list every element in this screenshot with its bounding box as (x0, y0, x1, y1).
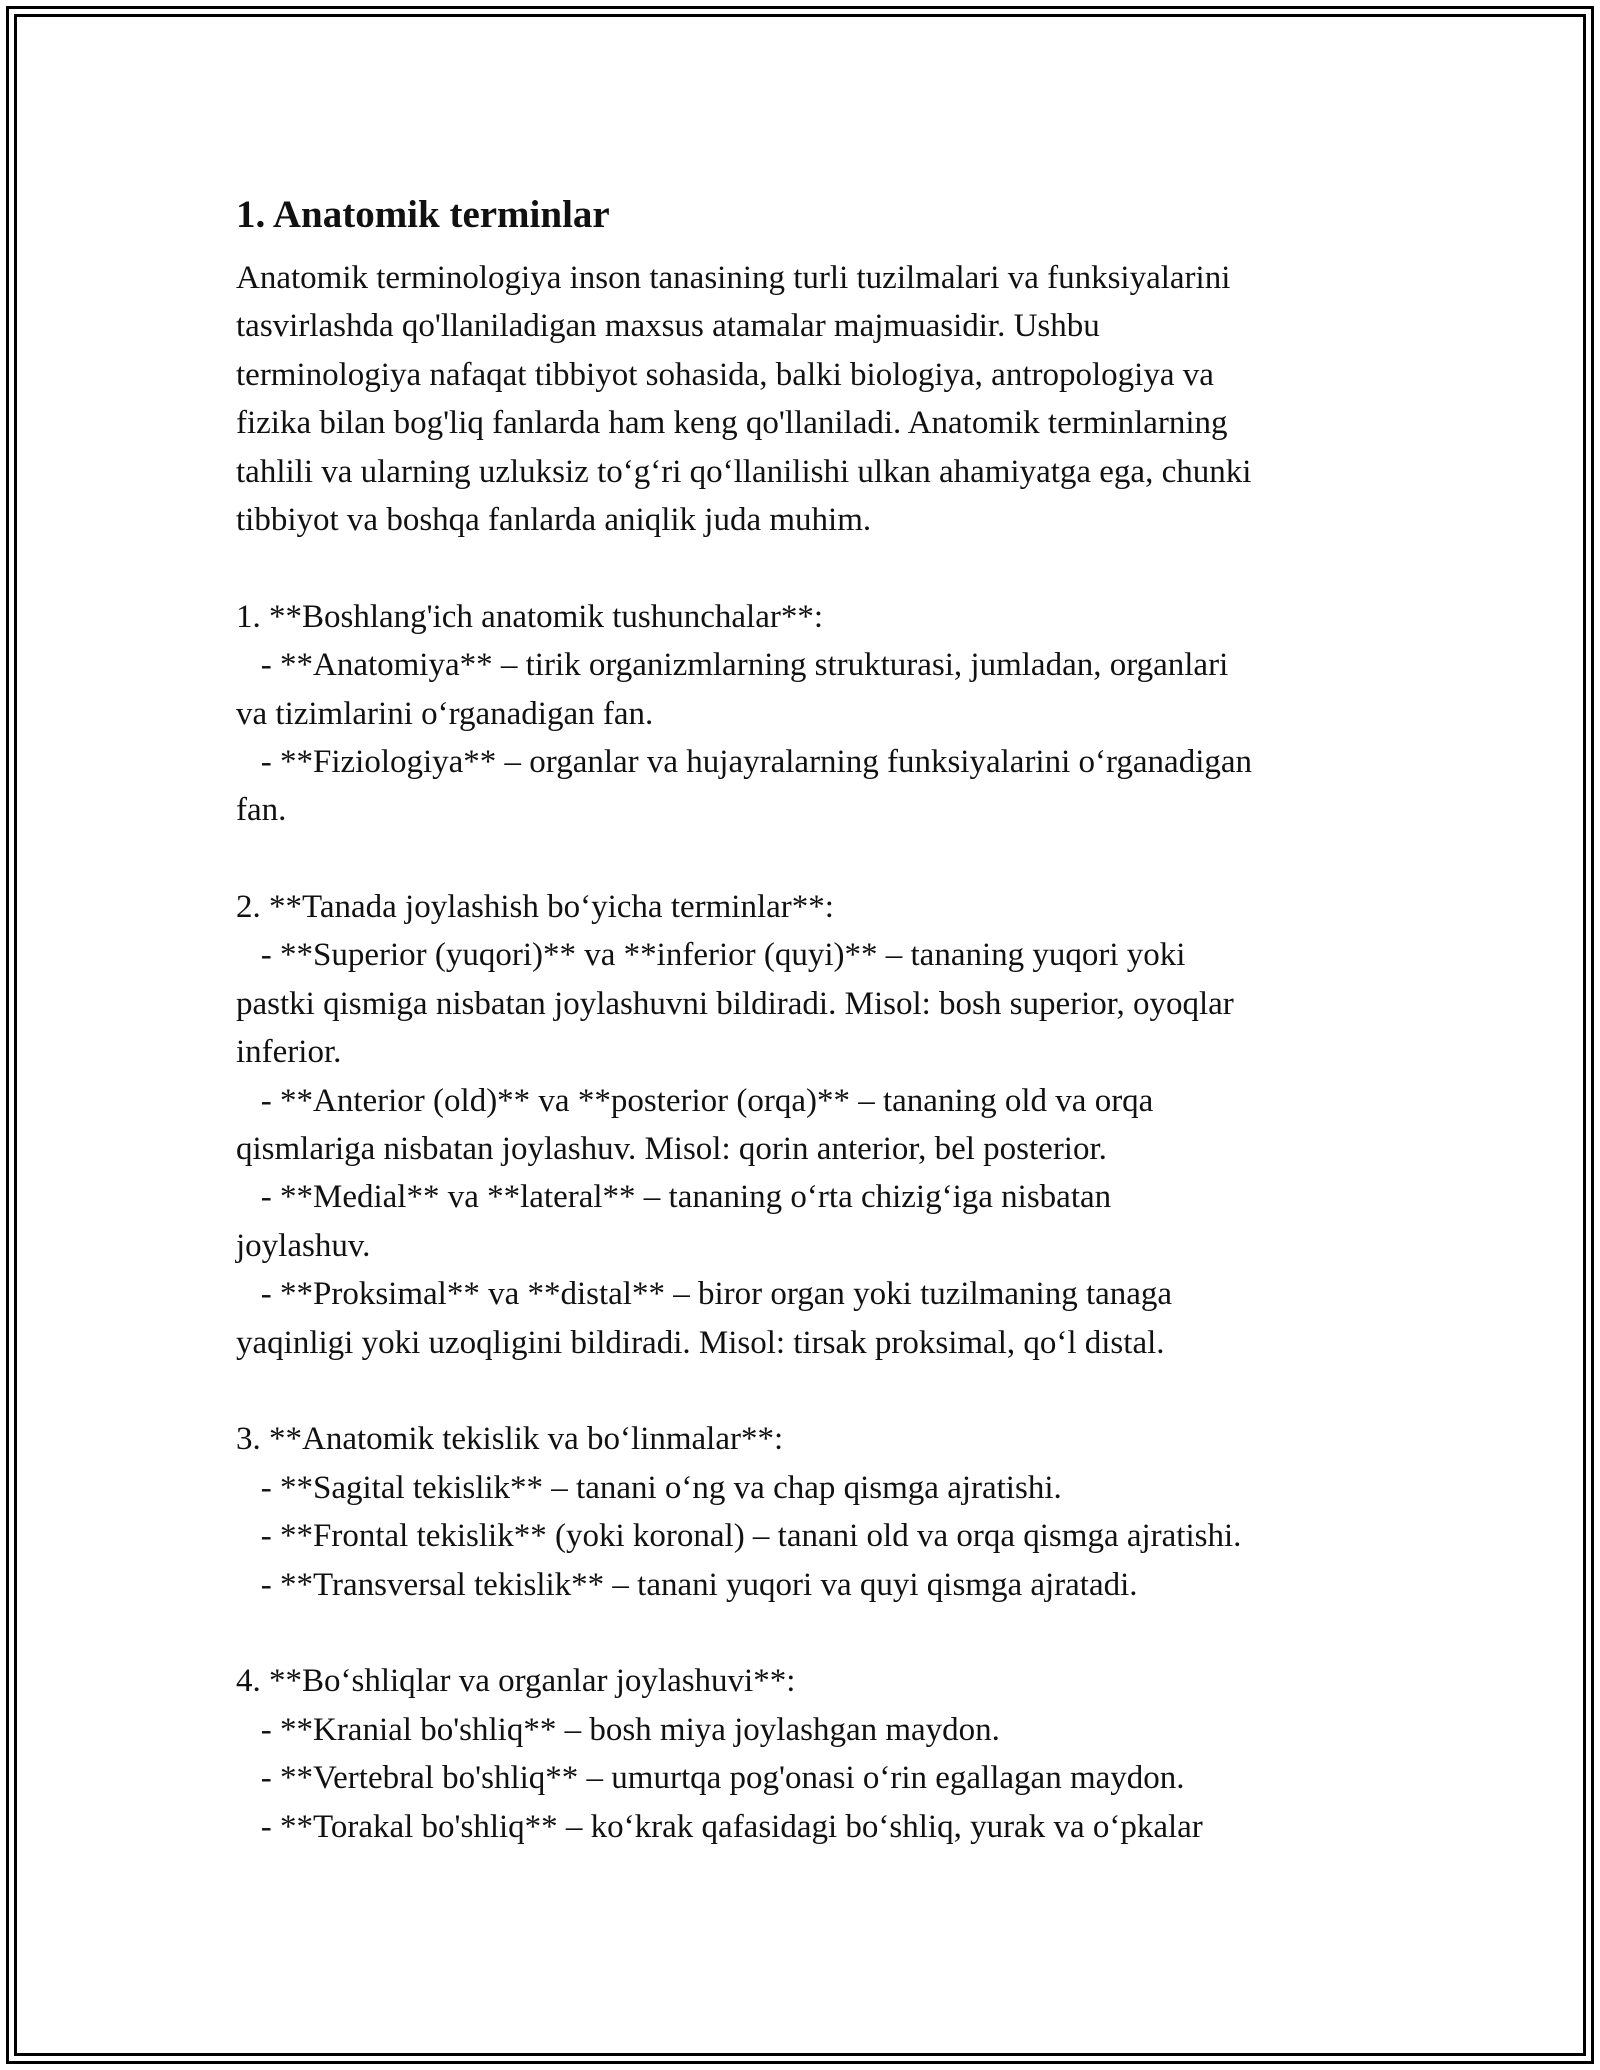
list-heading: 4. **Bo‘shliqlar va organlar joylashuvi**: (236, 1663, 796, 1700)
blank-line (236, 835, 1386, 883)
text-line: tibbiyot va boshqa fanlarda aniqlik juda muhim. (236, 501, 872, 538)
list-item-continuation: qismlariga nisbatan joylashuv. Misol: qorin anterior, bel posterior. (236, 1131, 1107, 1168)
blank-line (236, 544, 1386, 592)
list-item-continuation: pastki qismiga nisbatan joylashuvni bildiradi. Misol: bosh superior, oyoqlar (236, 985, 1234, 1022)
list-heading: 3. **Anatomik tekislik va bo‘linmalar**: (236, 1421, 784, 1458)
list-item: - **Kranial bo'shliq** – bosh miya joylashgan maydon. (236, 1711, 1000, 1748)
text-lines (236, 254, 1386, 1851)
list-item: - **Superior (yuqori)** va **inferior (quyi)** – tananing yuqori yoki (236, 937, 1186, 974)
list-item: - **Vertebral bo'shliq** – umurtqa pog'onasi o‘rin egallagan maydon. (236, 1760, 1185, 1797)
blank-line (236, 1367, 1386, 1415)
text-line: terminologiya nafaqat tibbiyot sohasida, balki biologiya, antropologiya va (236, 356, 1214, 393)
text-line: tasvirlashda qo'llaniladigan maxsus atamalar majmuasidir. Ushbu (236, 308, 1100, 345)
list-heading: 1. **Boshlang'ich anatomik tushunchalar**: (236, 598, 824, 635)
list-heading: 2. **Tanada joylashish bo‘yicha terminlar**: (236, 889, 834, 926)
text-line: Anatomik terminologiya inson tanasining turli tuzilmalari va funksiyalarini (236, 260, 1231, 296)
list-item-continuation: va tizimlarini o‘rganadigan fan. (236, 695, 654, 732)
list-item: - **Medial** va **lateral** – tananing o‘rta chizig‘iga nisbatan (236, 1179, 1112, 1216)
section-heading: 1. Anatomik terminlar (236, 193, 610, 236)
list-item-continuation: joylashuv. (236, 1227, 371, 1264)
list-item: - **Frontal tekislik** (yoki koronal) – tanani old va orqa qismga ajratishi. (236, 1518, 1242, 1555)
text-line: tahlili va ularning uzluksiz to‘g‘ri qo‘llanilishi ulkan ahamiyatga ega, chunki (236, 453, 1252, 490)
list-item-continuation: yaqinligi yoki uzoqligini bildiradi. Misol: tirsak proksimal, qo‘l distal. (236, 1324, 1165, 1361)
document-body (236, 190, 1386, 1851)
blank-line (236, 1609, 1386, 1657)
list-item: - **Sagital tekislik** – tanani o‘ng va chap qismga ajratishi. (236, 1469, 1062, 1506)
list-item: - **Fiziologiya** – organlar va hujayralarning funksiyalarini o‘rganadigan (236, 743, 1253, 780)
list-item: - **Torakal bo'shliq** – ko‘krak qafasidagi bo‘shliq, yurak va o‘pkalar (236, 1808, 1203, 1845)
text-line: fizika bilan bog'liq fanlarda ham keng qo'llaniladi. Anatomik terminlarning (236, 405, 1228, 442)
list-item-continuation: inferior. (236, 1034, 342, 1071)
list-item-continuation: fan. (236, 792, 287, 829)
list-item: - **Proksimal** va **distal** – biror organ yoki tuzilmaning tanaga (236, 1276, 1173, 1313)
list-item: - **Anterior (old)** va **posterior (orqa)** – tananing old va orqa (236, 1082, 1154, 1119)
list-item: - **Transversal tekislik** – tanani yuqori va quyi qismga ajratadi. (236, 1566, 1138, 1603)
list-item: - **Anatomiya** – tirik organizmlarning strukturasi, jumladan, organlari (236, 647, 1229, 684)
